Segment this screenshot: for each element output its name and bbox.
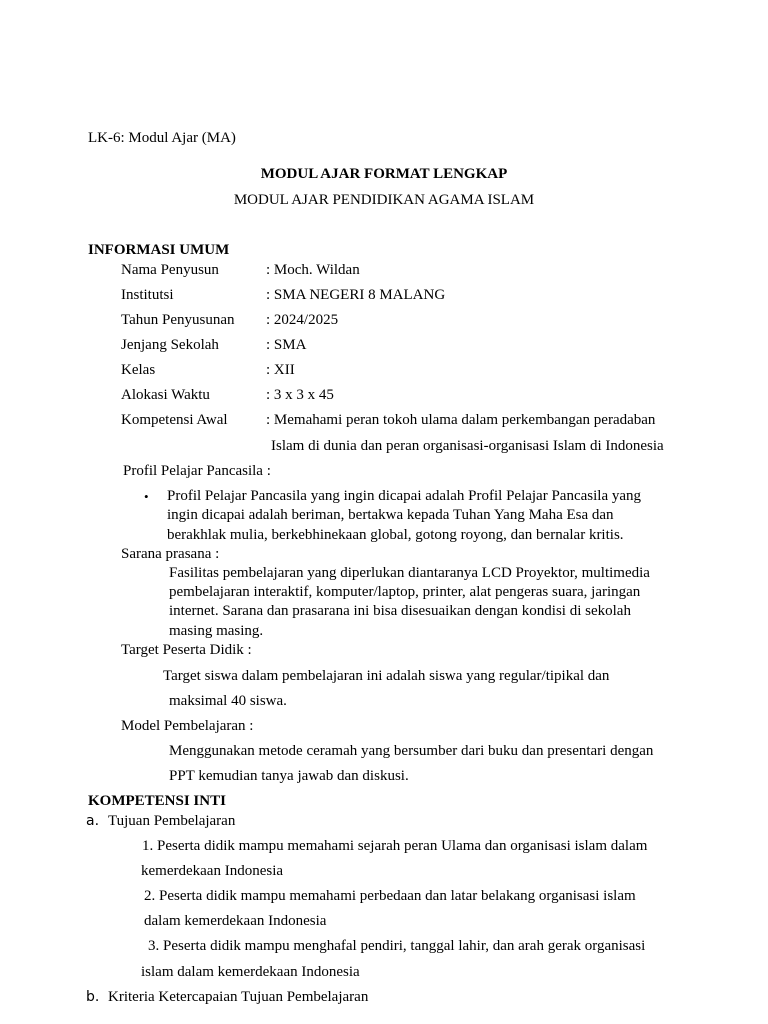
info-label-kelas: Kelas: [121, 362, 156, 378]
tujuan-item-cont: dalam kemerdekaan Indonesia: [144, 913, 327, 929]
info-label-nama: Nama Penyusun: [121, 262, 219, 278]
info-label-alokasi: Alokasi Waktu: [121, 387, 210, 403]
tujuan-item: 2. Peserta didik mampu memahami perbedaan dan latar belakang organisasi islam: [144, 888, 636, 904]
kompetensi-inti-heading: KOMPETENSI INTI: [88, 793, 226, 809]
bullet-icon: •: [144, 489, 149, 504]
sarana-heading: Sarana prasana :: [121, 546, 220, 562]
list-marker-a: a.: [86, 813, 100, 829]
sarana-line: internet. Sarana dan prasarana ini bisa disesuaikan dengan kondisi di sekolah: [169, 603, 631, 619]
info-value-nama: : Moch. Wildan: [266, 262, 360, 278]
sarana-line: masing masing.: [169, 623, 264, 639]
tujuan-item-cont: kemerdekaan Indonesia: [141, 863, 284, 879]
profil-line: Profil Pelajar Pancasila yang ingin dicapai adalah Profil Pelajar Pancasila yang: [167, 488, 642, 504]
info-label-institusi: Institutsi: [121, 287, 174, 303]
model-line: Menggunakan metode ceramah yang bersumber dari buku dan presentari dengan: [169, 743, 654, 759]
sarana-line: pembelajaran interaktif, komputer/laptop, printer, alat pengeras suara, jaringan: [169, 584, 641, 600]
informasi-umum-heading: INFORMASI UMUM: [88, 242, 230, 258]
info-value-tahun: : 2024/2025: [266, 312, 339, 328]
tujuan-pembelajaran-label: Tujuan Pembelajaran: [108, 813, 236, 829]
target-line: maksimal 40 siswa.: [169, 693, 287, 709]
target-heading: Target Peserta Didik :: [121, 642, 252, 658]
info-value-kompetensi-cont: Islam di dunia dan peran organisasi-organisasi Islam di Indonesia: [271, 438, 664, 454]
profil-line: ingin dicapai adalah beriman, bertakwa kepada Tuhan Yang Maha Esa dan: [167, 507, 614, 523]
main-title: MODUL AJAR FORMAT LENGKAP: [260, 166, 508, 182]
info-value-alokasi: : 3 x 3 x 45: [266, 387, 334, 403]
info-value-jenjang: : SMA: [266, 337, 307, 353]
profil-line: berakhlak mulia, berkebhinekaan global, gotong royong, dan bernalar kritis.: [167, 527, 624, 543]
profil-heading: Profil Pelajar Pancasila :: [123, 463, 271, 479]
info-label-kompetensi: Kompetensi Awal: [121, 412, 228, 428]
info-value-institusi: : SMA NEGERI 8 MALANG: [266, 287, 446, 303]
sarana-line: Fasilitas pembelajaran yang diperlukan diantaranya LCD Proyektor, multimedia: [169, 565, 650, 581]
info-value-kompetensi: : Memahami peran tokoh ulama dalam perkembangan peradaban: [266, 412, 656, 428]
tujuan-item: 3. Peserta didik mampu menghafal pendiri, tanggal lahir, dan arah gerak organisasi: [148, 938, 646, 954]
info-label-tahun: Tahun Penyusunan: [121, 312, 235, 328]
info-value-kelas: : XII: [266, 362, 295, 378]
info-label-jenjang: Jenjang Sekolah: [121, 337, 219, 353]
target-line: Target siswa dalam pembelajaran ini adalah siswa yang regular/tipikal dan: [163, 668, 610, 684]
sub-title: MODUL AJAR PENDIDIKAN AGAMA ISLAM: [233, 192, 535, 208]
tujuan-item-cont: islam dalam kemerdekaan Indonesia: [141, 964, 360, 980]
model-line: PPT kemudian tanya jawab dan diskusi.: [169, 768, 409, 784]
kriteria-label: Kriteria Ketercapaian Tujuan Pembelajaran: [108, 989, 369, 1005]
list-marker-b: b.: [86, 989, 100, 1005]
tujuan-item: 1. Peserta didik mampu memahami sejarah peran Ulama dan organisasi islam dalam: [142, 838, 648, 854]
lk-label: LK-6: Modul Ajar (MA): [88, 130, 236, 146]
model-heading: Model Pembelajaran :: [121, 718, 254, 734]
